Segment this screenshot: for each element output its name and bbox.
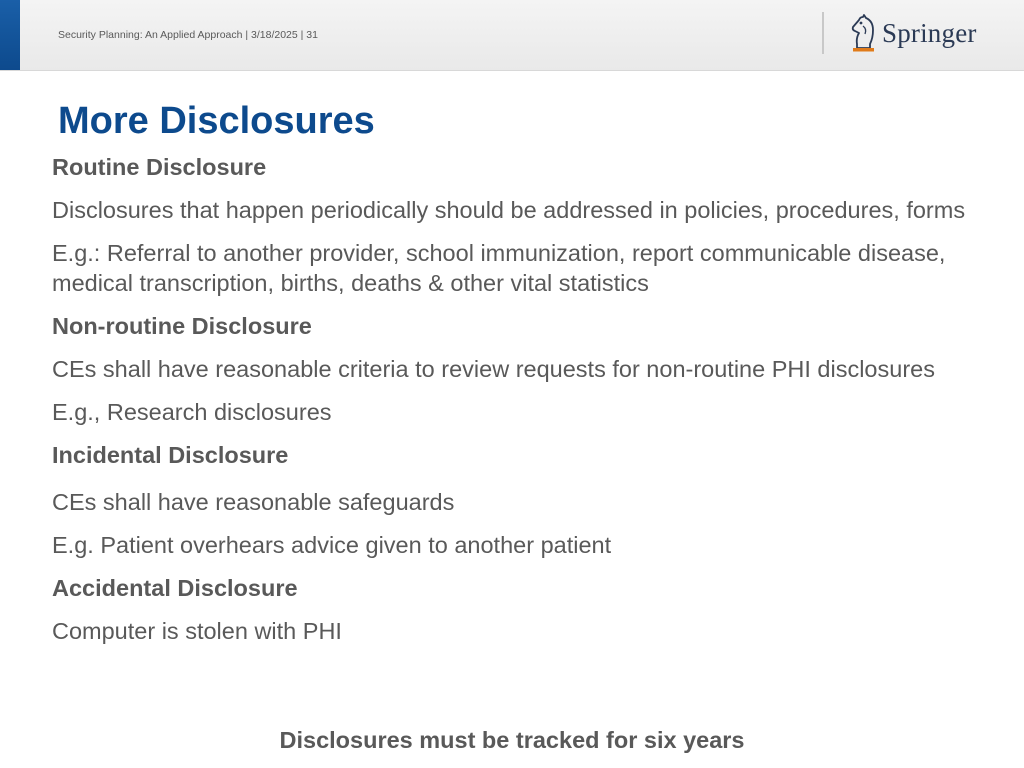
- accent-strip: [0, 0, 20, 70]
- logo-divider: [822, 12, 824, 54]
- section-heading-accidental: Accidental Disclosure: [52, 575, 298, 601]
- publisher-logo: [848, 13, 977, 53]
- publisher-logo-text: Springer: [882, 17, 977, 48]
- body-text: CEs shall have reasonable safeguards: [52, 489, 455, 515]
- body-text: Computer is stolen with PHI: [52, 618, 342, 644]
- section-heading-incidental: Incidental Disclosure: [52, 442, 289, 468]
- slide-body: [52, 152, 972, 646]
- slide-header: [0, 0, 1024, 71]
- body-text: E.g. Patient overhears advice given to another patient: [52, 532, 612, 558]
- body-text: E.g., Research disclosures: [52, 399, 332, 425]
- body-text: CEs shall have reasonable criteria to review requests for non-routine PHI disclosures: [52, 356, 935, 382]
- section-heading-routine: Routine Disclosure: [52, 154, 267, 180]
- closing-statement: Disclosures must be tracked for six years: [279, 727, 745, 753]
- slide-title: More Disclosures: [58, 100, 375, 142]
- body-text: E.g.: Referral to another provider, school immunization, report communicable disease, medical transcription, births, deaths & other vital statistics: [52, 240, 946, 296]
- section-heading-non-routine: Non-routine Disclosure: [52, 313, 312, 339]
- body-text: Disclosures that happen periodically should be addressed in policies, procedures, forms: [52, 197, 966, 223]
- chess-knight-icon: [848, 14, 878, 52]
- slide-footer-text: Security Planning: An Applied Approach | 3/18/2025 | 31: [58, 29, 318, 41]
